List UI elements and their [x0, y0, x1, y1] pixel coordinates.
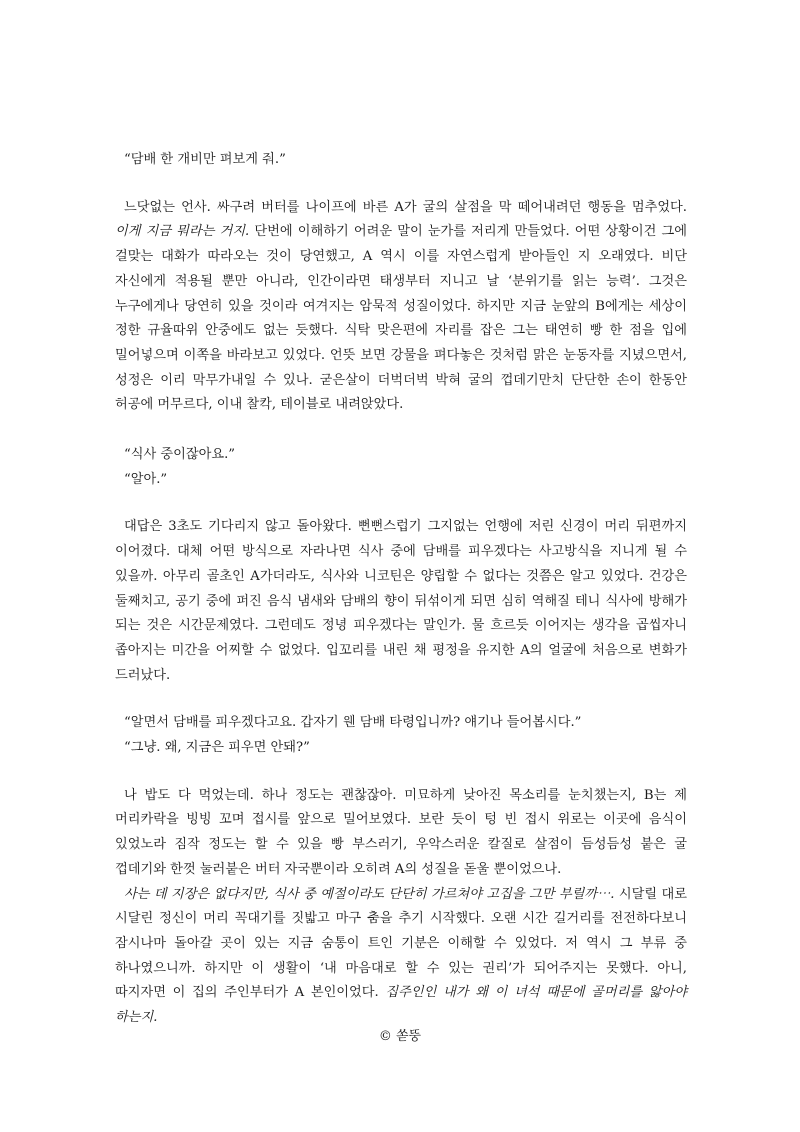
- dialogue-line: “알면서 담배를 피우겠다고요. 갑자기 웬 담배 타령입니까? 얘기나 들어봅시다.”: [124, 715, 582, 731]
- paragraph-text: 단번에 이해하기 어려운 말이 눈가를 저리게 만들었다. 어떤 상황이건 그에 걸맞는 대화가 따라오는 것이 당연했고, A 역시 이를 자연스럽게 받아들인 지 오래였다. 비단 자신에게 적용될 뿐만 아니라, 인간이라면 태생부터 지니고 날 ‘분위기를 읽는 능력’. 그것은 누구에게나 당연히 있을 것이라 여겨지는 암묵적 성질이었다. 하지만 지금 눈앞의 B에게는 세상이 정한 규율따위 안중에도 없는 듯했다. 식탁 맞은편에 자리를 잡은 그는 태연히 빵 한 점을 입에 밀어넣으며 이쪽을 바라보고 있었다. 언뜻 보면 강물을 펴다놓은 것처럼 맑은 눈동자를 지녔으면서, 성정은 이리 막무가내일 수 있나. 굳은살이 더벅더벅 박혀 굴의 껍데기만치 단단한 손이 한동안 허공에 머무르다, 이내 찰칵, 테이블로 내려앉았다.: [115, 224, 687, 413]
- paragraph-text: 시달릴 대로 시달린 정신이 머리 꼭대기를 짓밟고 마구 춤을 추기 시작했다. 오랜 시간 길거리를 전전하다보니 잠시나마 돌아갈 곳이 있는 지금 숨통이 트인 기분은 이해할 수 있었다. 저 역시 그 부류 중 하나였으니까. 하지만 이 생활이 ‘내 마음대로 할 수 있는 권리’가 되어주지는 못했다. 아니, 따지자면 이 집의 주인부터가 A 본인이었다.: [115, 886, 687, 1001]
- italic-thought: 사는 데 지장은 없다지만, 식사 중 예절이라도 단단히 가르쳐야 고집을 그만 부릴까⋯.: [124, 886, 615, 902]
- paragraph-2: 대답은 3초도 기다리지 않고 돌아왔다. 뻔뻔스럽기 그지없는 언행에 저린 신경이 머리 뒤편까지 이어졌다. 대체 어떤 방식으로 자라나면 식사 중에 담배를 피우겠다는 사고방식을 지니게 될 수 있을까. 아무리 골초인 A가더라도, 식사와 니코틴은 양립할 수 없다는 것쯤은 알고 있었다. 건강은 둘째치고, 공기 중에 퍼진 음식 냄새와 담배의 향이 뒤섞이게 되면 심히 역해질 테니 식사에 방해가 되는 것은 시간문제였다. 그런데도 정녕 피우겠다는 말인가. 물 흐르듯 이어지는 생각을 곱씹자니 좁아지는 미간을 어찌할 수 없었다. 입꼬리를 내린 채 평정을 유지한 A의 얼굴에 처음으로 변화가 드러났다.: [115, 519, 687, 683]
- copyright-footer: [0, 1025, 800, 1044]
- document-body: [115, 148, 687, 1031]
- paragraph-text: 느닷없는 언사. 싸구려 버터를 나이프에 바른 A가 굴의 살점을 막 떼어내려던 행동을 멈추었다.: [124, 199, 687, 215]
- paragraph-1: [115, 196, 687, 418]
- paragraph-3: 나 밥도 다 먹었는데. 하나 정도는 괜찮잖아. 미묘하게 낮아진 목소리를 눈치챘는지, B는 제 머리카락을 빙빙 꼬며 접시를 앞으로 밀어보였다. 보란 듯이 텅 빈 접시 위로는 이곳에 음식이 있었노라 짐작 정도는 할 수 있을 빵 부스러기, 우악스러운 칼질로 살점이 듬성듬성 붙은 굴 껍데기와 한껏 눌러붙은 버터 자국뿐이라 오히려 A의 성질을 돋울 뿐이었으나.: [115, 787, 687, 877]
- dialogue-line: “식사 중이잖아요.”: [124, 447, 236, 463]
- dialogue-line: “알아.”: [124, 471, 168, 487]
- italic-thought: 이게 지금 뭐라는 거지.: [115, 224, 250, 240]
- paragraph-4: [115, 883, 687, 1031]
- dialogue-line: “담배 한 개비만 펴보게 줘.”: [124, 152, 286, 167]
- copyright-icon: ©: [378, 1029, 392, 1044]
- dialogue-line: “그냥. 왜, 지금은 피우면 안돼?”: [124, 740, 310, 756]
- italic-thought: 집주인인 내가 왜 이 녀석 때문에 골머리를 앓아야 하는지.: [115, 985, 687, 1026]
- author-name: 쏟뚱: [396, 1029, 422, 1044]
